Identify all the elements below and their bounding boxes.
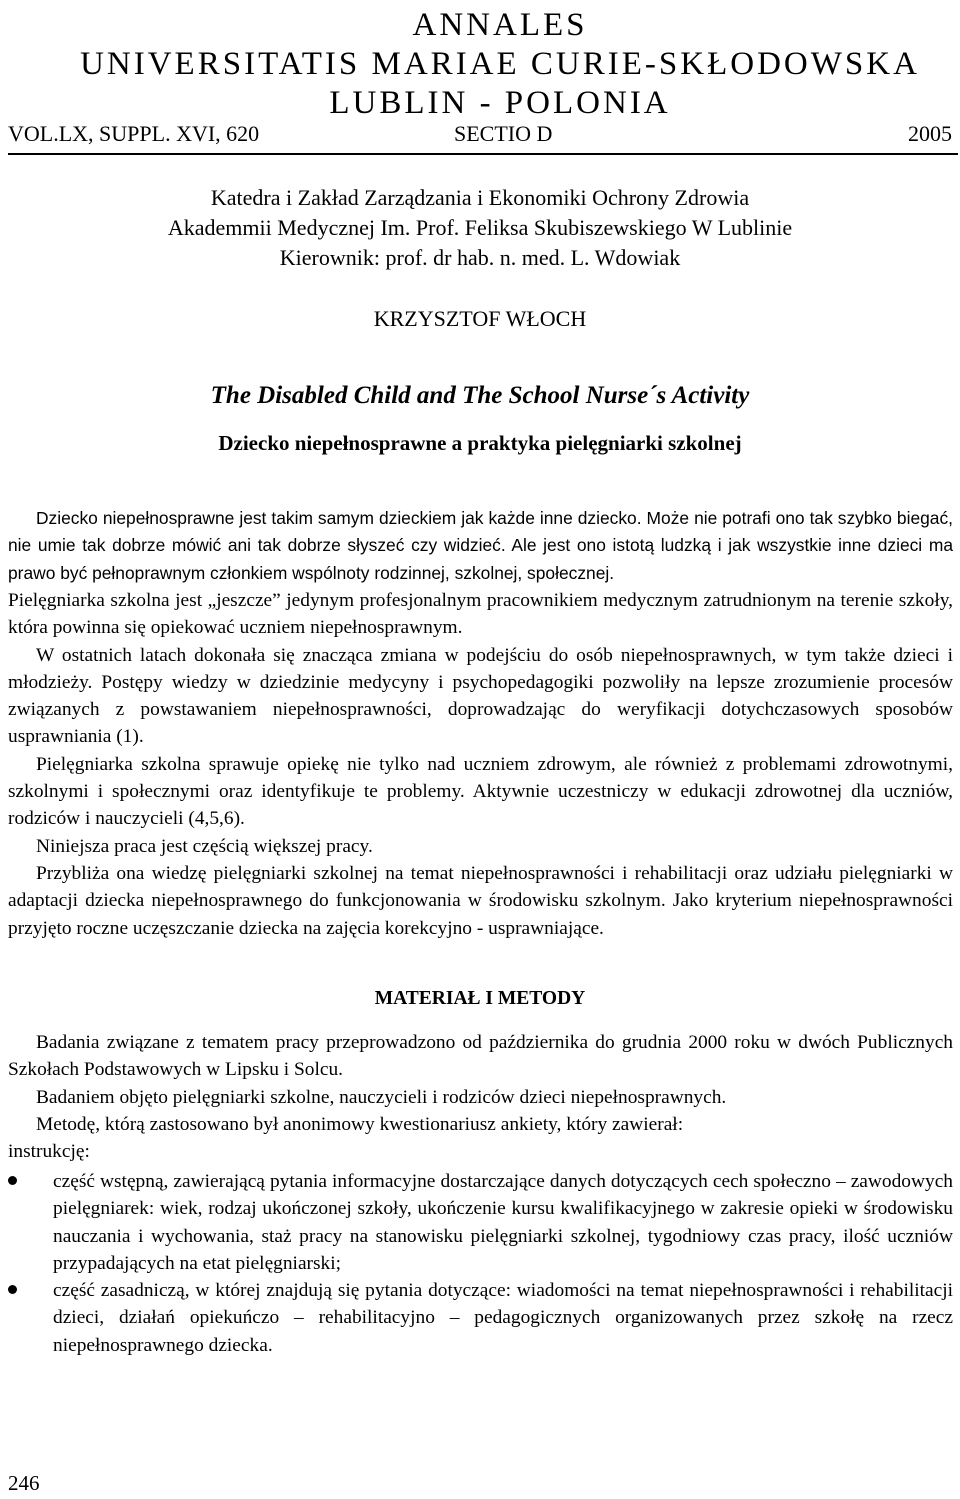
journal-title: [40, 6, 960, 123]
abstract: [8, 505, 953, 587]
list-item: [8, 1277, 953, 1359]
author-name: KRZYSZTOF WŁOCH: [373, 306, 587, 331]
affiliation-line3: Kierownik: prof. dr hab. n. med. L. Wdowiak: [279, 245, 681, 270]
intro-paragraph: Pielęgniarka szkolna jest „jeszcze” jedynym profesjonalnym pracownikiem medycznym zatrudnionym na terenie szkoły, która powinna się opiekować uczniem niepełnosprawnym.: [8, 590, 953, 639]
volume-info: VOL.LX, SUPPL. XVI, 620: [8, 121, 260, 146]
intro-paragraph: Przybliża ona wiedzę pielęgniarki szkolnej na temat niepełnosprawności i rehabilitacji oraz udziału pielęgniarki w adaptacji dziecka niepełnosprawnego do funkcjonowania w środowisku szkolnym. Jako kryterium niepełnosprawności przyjęto roczne uczęszczanie dziecka na zajęcia korekcyjno - usprawniające.: [8, 862, 953, 939]
affiliation: [0, 183, 960, 273]
intro-paragraph: Niniejsza praca jest częścią większej pracy.: [36, 835, 373, 857]
affiliation-line1: Katedra i Zakład Zarządzania i Ekonomiki Ochrony Zdrowia: [210, 185, 750, 210]
methods-paragraph: Metodę, którą zastosowano był anonimowy kwestionariusz ankiety, który zawierał:: [36, 1113, 684, 1135]
volume-row: [8, 121, 958, 155]
methods-paragraph: Badania związane z tematem pracy przeprowadzono od października do grudnia 2000 roku w dwóch Publicznych Szkołach Podstawowych w Lipsku i Solcu.: [8, 1032, 953, 1081]
intro-paragraph: W ostatnich latach dokonała się znacząca zmiana w podejściu do osób niepełnosprawnych, w tym także dzieci i młodzieży. Postępy wiedzy w dziedzinie medycyny i psychopedagogiki pozwoliły na lepsze zrozumienie procesów związanych z powstawaniem niepełnosprawności, doprowadzając do weryfikacji dotychczasowych sposobów usprawniania (1).: [8, 644, 953, 748]
list-item-text: część zasadniczą, w której znajdują się pytania dotyczące: wiadomości na temat niepełnosprawności i rehabilitacji dzieci, działań opiekuńczo – rehabilitacyjno – pedagogicznych organizowanych przez szkołę na rzecz niepełnosprawnego dziecka.: [53, 1280, 953, 1356]
section-heading: MATERIAŁ I METODY: [374, 988, 586, 1009]
list-item: [8, 1168, 953, 1277]
bullet-icon: [8, 1176, 17, 1185]
section-info: SECTIO D: [454, 121, 553, 146]
introduction: [8, 587, 953, 942]
title-polish: Dziecko niepełnosprawne a praktyka pielęgniarki szkolnej: [218, 431, 742, 455]
bullet-list: [8, 1168, 953, 1359]
intro-paragraph: Pielęgniarka szkolna sprawuje opiekę nie tylko nad uczniem zdrowym, ale również z problemami zdrowotnymi, szkolnymi i społecznymi oraz identyfikuje te problemy. Aktywnie uczestniczy w edukacji zdrowotnej dla uczniów, rodziców i nauczycieli (4,5,6).: [8, 753, 953, 830]
year: 2005: [908, 121, 952, 146]
list-item-text: część wstępną, zawierającą pytania informacyjne dostarczające danych dotyczących cech społeczno – zawodowych pielęgniarek: wiek, rodzaj ukończonej szkoły, ukończenie kursu kwalifikacyjnego w zakresie opieki w środowisku nauczania i wychowania, staż pracy na stanowisku pielęgniarki szkolnej, tygodniowy czas pracy, ilość uczniów przypadających na etat pielęgniarski;: [53, 1171, 953, 1274]
journal-title-line2: UNIVERSITATIS MARIAE CURIE-SKŁODOWSKA: [80, 46, 920, 82]
methods-paragraph: Badaniem objęto pielęgniarki szkolne, nauczycieli i rodziców dzieci niepełnosprawnych.: [36, 1086, 727, 1108]
bullet-icon: [8, 1285, 17, 1294]
methods-label: instrukcję:: [8, 1141, 90, 1163]
page-number: 246: [8, 1471, 40, 1495]
journal-title-line3: LUBLIN - POLONIA: [329, 85, 671, 121]
title-english: The Disabled Child and The School Nurse´s Activity: [210, 382, 750, 409]
abstract-text: Dziecko niepełnosprawne jest takim samym dzieckiem jak każde inne dziecko. Może nie potrafi ono tak szybko biegać, nie umie tak dobrze mówić ani tak dobrze słyszeć czy widzieć. Ale jest ono istotą ludzką i jak wszystkie inne dzieci ma prawo być pełnoprawnym członkiem wspólnoty rodzinnej, szkolnej, społecznej.: [8, 508, 953, 583]
affiliation-line2: Akademmii Medycznej Im. Prof. Feliksa Skubiszewskiego W Lublinie: [167, 215, 793, 240]
methods: [8, 1029, 953, 1165]
journal-title-line1: ANNALES: [412, 7, 588, 43]
